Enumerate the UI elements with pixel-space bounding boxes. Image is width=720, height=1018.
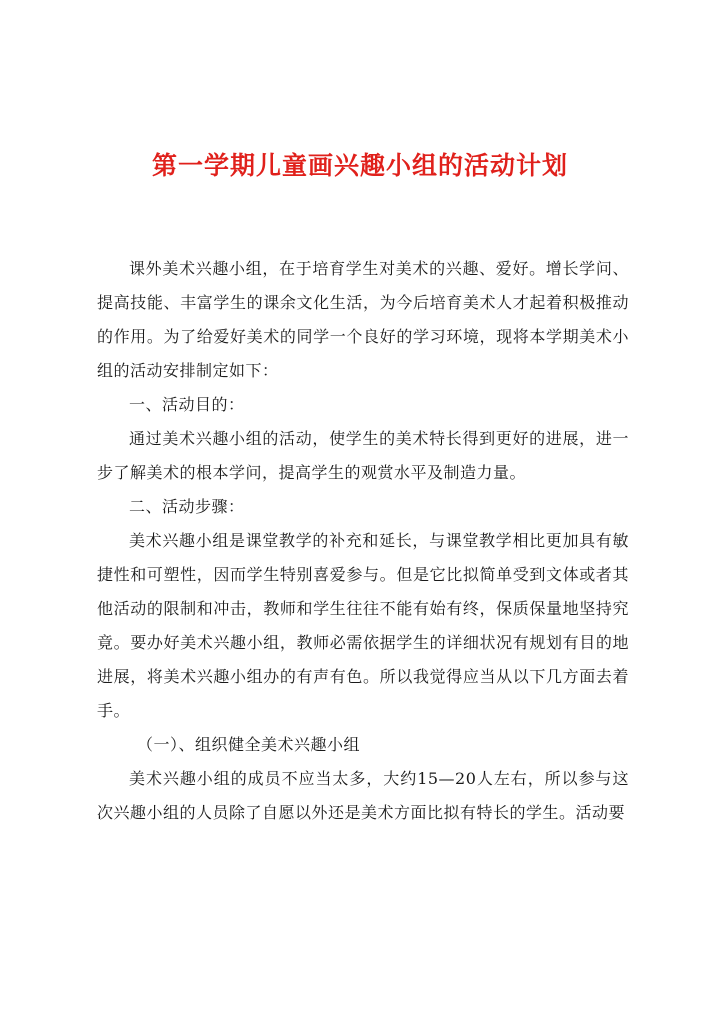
paragraph-organize: 美术兴趣小组的成员不应当太多，大约15—20人左右，所以参与这次兴趣小组的人员除了自愿以外还是美术方面比拟有特长的学生。活动要	[97, 769, 629, 822]
section-heading-purpose: 一、活动目的：	[129, 395, 245, 414]
paragraph-steps: 美术兴趣小组是课堂教学的补充和延长，与课堂教学相比更加具有敏捷性和可塑性，因而学生特别喜爱参与。但是它比拟简单受到文体或者其他活动的限制和冲击，教师和学生往往不能有始有终，保质保量地坚持究竟。要办好美术兴趣小组，教师必需依据学生的详细状况有规划有目的地进展，将美术兴趣小组办的有声有色。所以我觉得应当从以下几方面去着手。	[97, 531, 629, 720]
page-title: 第一学期儿童画兴趣小组的活动计划	[151, 151, 568, 180]
document-body	[97, 252, 629, 830]
subsection-heading-organize: （一）、组织健全美术兴趣小组	[137, 735, 361, 754]
paragraph-purpose: 通过美术兴趣小组的活动，使学生的美术特长得到更好的进展，进一步了解美术的根本学问，提高学生的观赏水平及制造力量。	[97, 429, 629, 482]
paragraph-intro: 课外美术兴趣小组，在于培育学生对美术的兴趣、爱好。增长学问、提高技能、丰富学生的课余文化生活，为今后培育美术人才起着积极推动的作用。为了给爱好美术的同学一个良好的学习环境，现将本学期美术小组的活动安排制定如下：	[97, 259, 629, 380]
section-heading-steps: 二、活动步骤：	[129, 497, 245, 516]
